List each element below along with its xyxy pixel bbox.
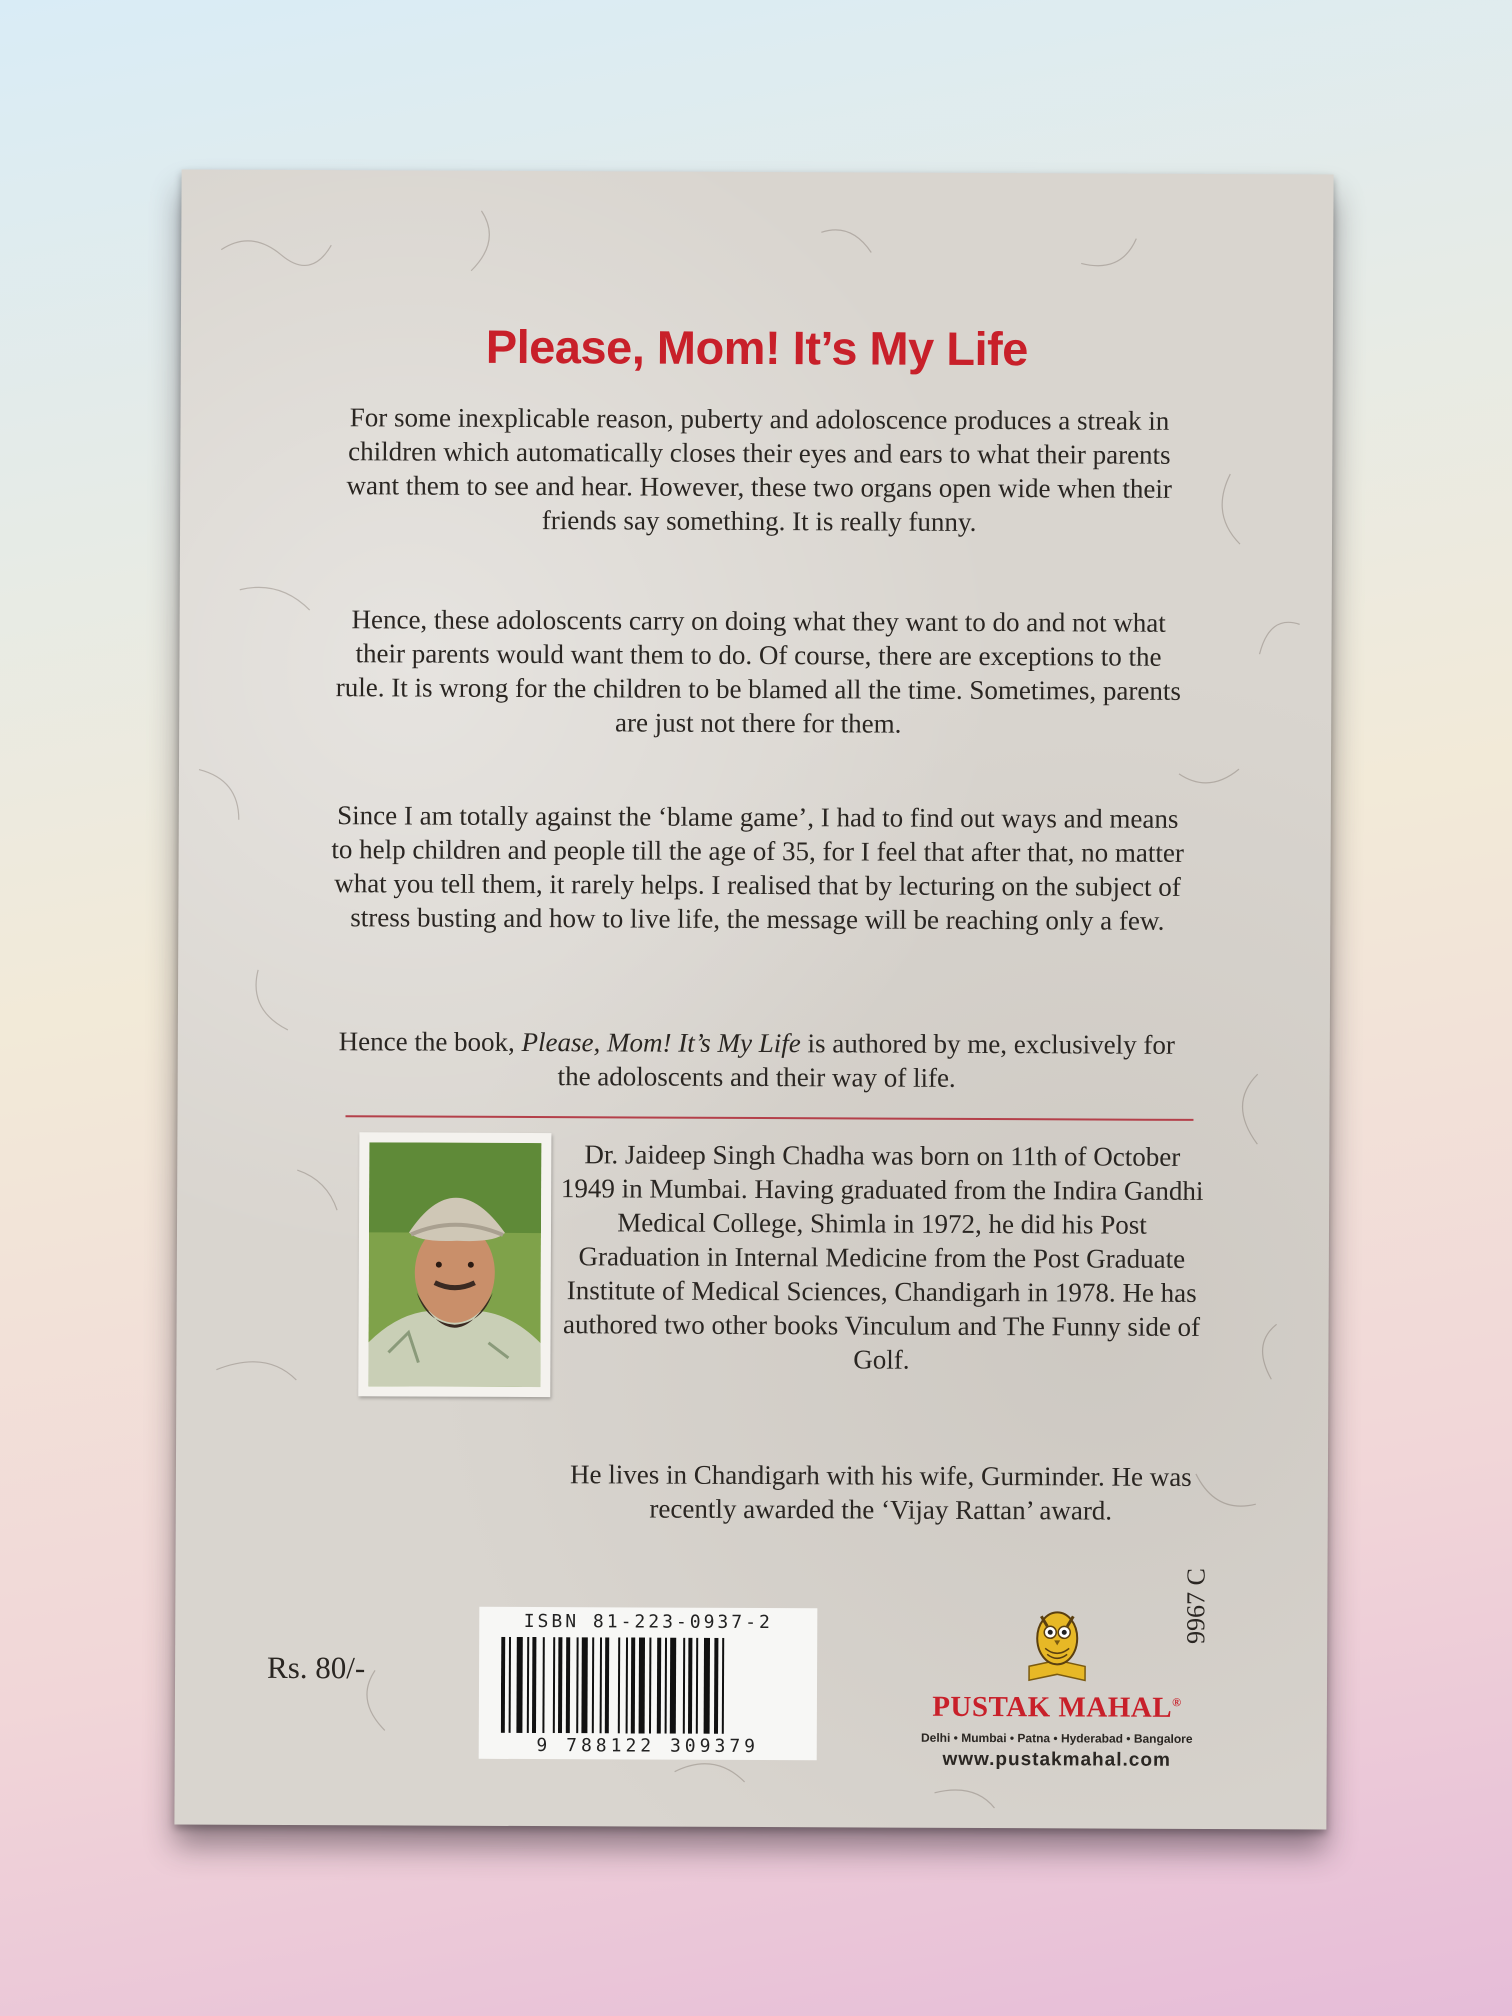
blurb-paragraph-1: For some inexplicable reason, puberty and adoloscence produces a streak in children which automatically closes their eyes and ears to what their parents want them to see and hear. However, these two organs open wide when their friends say something. It is really funny.	[346, 402, 1173, 537]
publisher-website: www.pustakmahal.com	[942, 1748, 1171, 1771]
publisher-name	[907, 1691, 1207, 1725]
author-bio-paragraph-2: He lives in Chandigarh with his wife, Gurminder. He was recently awarded the ‘Vijay Rattan’ award.	[570, 1459, 1192, 1526]
ean-digits: 9 788122 309379	[536, 1735, 760, 1758]
registered-mark: ®	[1172, 1695, 1182, 1710]
barcode-block	[479, 1607, 818, 1760]
publisher-name-text: PUSTAK MAHAL	[932, 1690, 1173, 1724]
closing-italic-title: Please, Mom! It’s My Life	[521, 1026, 801, 1059]
closing-text-after: is authored by me, exclusively for the adoloscents and their way of life.	[557, 1028, 1176, 1093]
book-title: Please, Mom! It’s My Life	[485, 319, 1028, 376]
isbn-number: ISBN 81-223-0937-2	[523, 1611, 773, 1634]
catalog-code: 9967 C	[1181, 1568, 1211, 1644]
publisher-cities: Delhi • Mumbai • Patna • Hyderabad • Bangalore	[920, 1730, 1193, 1746]
closing-text-before: Hence the book,	[338, 1026, 522, 1057]
blurb-paragraph-2: Hence, these adoloscents carry on doing what they want to do and not what their parents would want them to do. Of course, there are exceptions to the rule. It is wrong for the children to be blamed all the time. Sometimes, parents are just not there for them.	[335, 604, 1181, 739]
price-label: Rs. 80/-	[267, 1649, 366, 1686]
owl-on-book-icon	[1021, 1596, 1093, 1686]
blurb-paragraph-3: Since I am totally against the ‘blame game’, I had to find out ways and means to help children and people till the age of 35, for I feel that after that, no matter what you tell them, it rarely helps. I realised that by lecturing on the subject of stress busting and how to live life, the message will be reaching only a few.	[331, 800, 1184, 936]
book-back-cover	[174, 169, 1333, 1829]
author-portrait	[368, 1142, 541, 1387]
blurb-closing-paragraph	[328, 1024, 1186, 1096]
barcode-icon	[501, 1637, 797, 1734]
author-bio-paragraph-1: Dr. Jaideep Singh Chadha was born on 11th of October 1949 in Mumbai. Having graduated from the Indira Gandhi Medical College, Shimla in 1972, he did his Post Graduation in Internal Medicine from the Post Graduate Institute of Medical Sciences, Chandigarh in 1978. He has authored two other books Vinculum and The Funny side of Golf.	[560, 1139, 1204, 1375]
author-photo-frame	[358, 1132, 551, 1397]
